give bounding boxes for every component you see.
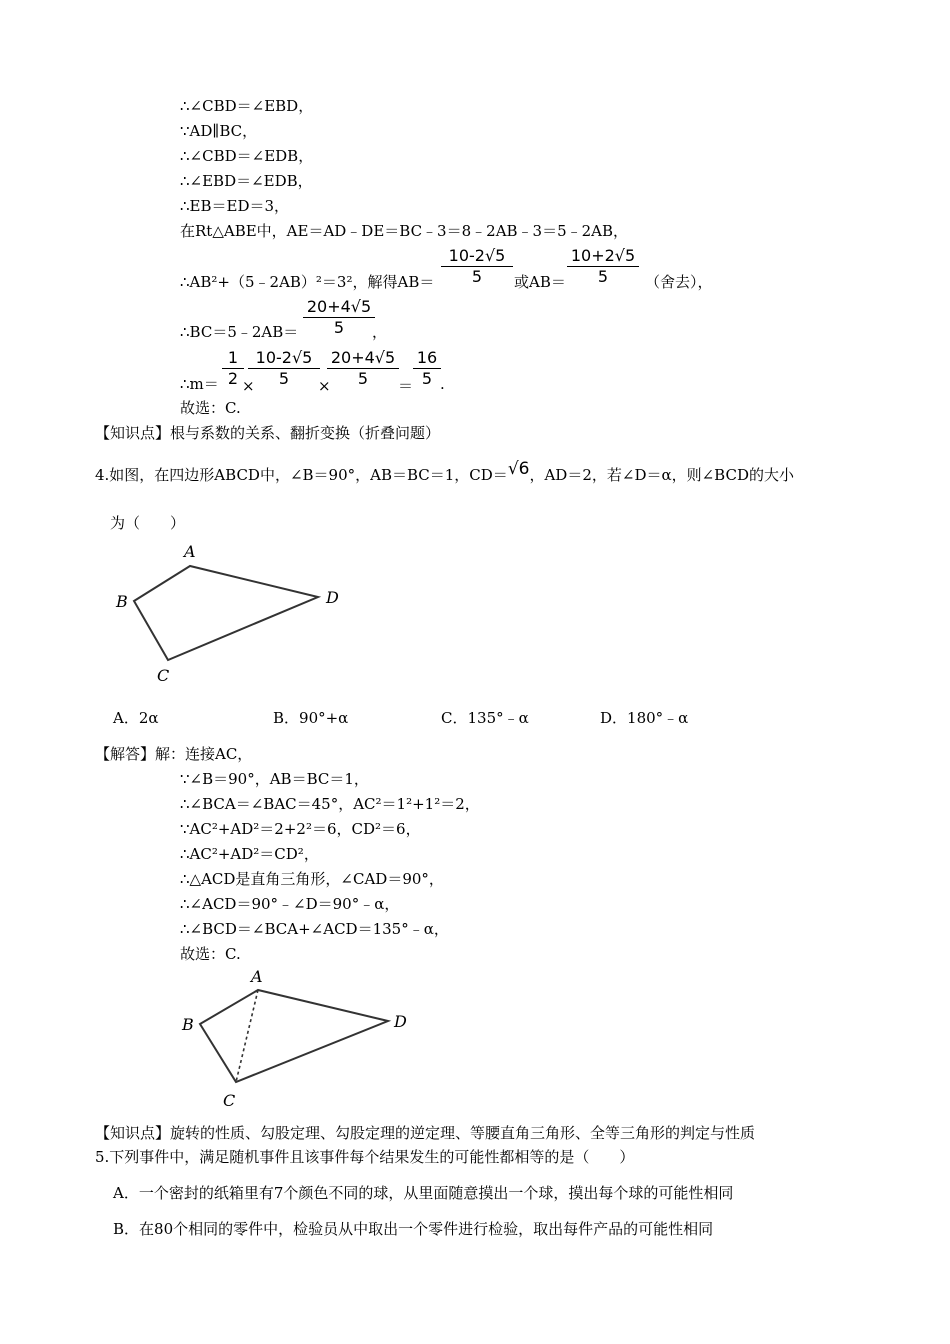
proof-line-7-b: 或AB＝ bbox=[514, 273, 566, 291]
label-b: B bbox=[116, 592, 128, 611]
fraction-numerator: 16 bbox=[413, 348, 441, 369]
fraction-numerator: 1 bbox=[222, 348, 244, 369]
fraction-denominator: 5 bbox=[471, 267, 483, 286]
quadrilateral-abcd-2 bbox=[200, 990, 388, 1082]
question-5-option-b: B．在80个相同的零件中，检验员从中取出一个零件进行检验，取出每件产品的可能性相同 bbox=[113, 1220, 714, 1238]
label-a: A bbox=[184, 542, 196, 561]
fraction-denominator: 5 bbox=[278, 369, 290, 388]
proof-line-2: ∵AD∥BC， bbox=[180, 122, 258, 140]
option-c: C．135°﹣α bbox=[441, 709, 529, 727]
question-5-option-a: A．一个密封的纸箱里有7个颜色不同的球，从里面随意摸出一个球，摸出每个球的可能性相同 bbox=[113, 1184, 734, 1202]
proof-line-3: ∴∠CBD＝∠EDB， bbox=[180, 147, 314, 165]
fraction-denominator: 5 bbox=[333, 318, 345, 337]
fraction-numerator: 10-2√5 bbox=[441, 246, 513, 267]
equals-sign: ＝ bbox=[398, 377, 414, 395]
diagonal-ac bbox=[236, 990, 258, 1082]
fraction-numerator: 20+4√5 bbox=[303, 297, 375, 318]
proof-line-9-a: ∴m＝ bbox=[180, 375, 219, 393]
fraction-numerator: 10-2√5 bbox=[248, 348, 320, 369]
label-b: B bbox=[182, 1015, 194, 1034]
answer-step: ∴△ACD是直角三角形，∠CAD＝90°， bbox=[180, 870, 444, 888]
sqrt6: √6 bbox=[507, 459, 530, 479]
label-d: D bbox=[326, 588, 339, 607]
proof-line-6: 在Rt△ABE中，AE＝AD﹣DE＝BC﹣3＝8﹣2AB﹣3＝5﹣2AB， bbox=[180, 222, 629, 240]
answer-step: ∴∠BCA＝∠BAC＝45°，AC²＝1²+1²＝2， bbox=[180, 795, 480, 813]
proof-line-7-a: ∴AB²+（5﹣2AB）²＝3²，解得AB＝ bbox=[180, 273, 435, 291]
period: . bbox=[440, 375, 445, 393]
answer-step: ∵AC²+AD²＝2+2²＝6，CD²＝6， bbox=[180, 820, 421, 838]
knowledge-point-3: 【知识点】根与系数的关系、翻折变换（折叠问题） bbox=[95, 424, 441, 442]
stem-part-b: ，AD＝2，若∠D＝α，则∠BCD的大小 bbox=[529, 466, 794, 484]
fraction-denominator: 5 bbox=[421, 369, 433, 388]
answer-step: ∴AC²+AD²＝CD²， bbox=[180, 845, 319, 863]
label-c: C bbox=[223, 1091, 236, 1110]
fraction-denominator: 5 bbox=[357, 369, 369, 388]
proof-line-1: ∴∠CBD＝∠EBD， bbox=[180, 97, 314, 115]
fraction-numerator: 20+4√5 bbox=[327, 348, 399, 369]
option-a: A．2α bbox=[113, 709, 159, 727]
answer-step: ∵∠B＝90°，AB＝BC＝1， bbox=[180, 770, 369, 788]
fraction-denominator: 2 bbox=[227, 369, 239, 388]
proof-line-8-b: ， bbox=[372, 323, 388, 341]
stem-part-a: 4.如图，在四边形ABCD中，∠B＝90°，AB＝BC＝1，CD＝ bbox=[95, 466, 508, 484]
answer-step: ∴∠BCD＝∠BCA+∠ACD＝135°﹣α， bbox=[180, 920, 449, 938]
times-sign: × bbox=[242, 377, 255, 395]
label-c: C bbox=[157, 666, 170, 685]
proof-line-7-c: （舍去）， bbox=[645, 273, 713, 291]
option-d: D．180°﹣α bbox=[600, 709, 689, 727]
answer-step: ∴∠ACD＝90°﹣∠D＝90°﹣α， bbox=[180, 895, 400, 913]
label-d: D bbox=[394, 1012, 407, 1031]
answer-title: 【解答】解：连接AC， bbox=[95, 745, 253, 763]
answer-choice: 故选：C. bbox=[180, 399, 241, 417]
knowledge-point-4: 【知识点】旋转的性质、勾股定理、勾股定理的逆定理、等腰直角三角形、全等三角形的判定与性质 bbox=[95, 1124, 756, 1142]
fraction-numerator: 10+2√5 bbox=[567, 246, 639, 267]
option-b: B．90°+α bbox=[273, 709, 349, 727]
proof-line-8-a: ∴BC＝5﹣2AB＝ bbox=[180, 323, 299, 341]
question-4-stem-end: 为（ ） bbox=[110, 514, 186, 532]
question-5-stem: 5.下列事件中，满足随机事件且该事件每个结果发生的可能性都相等的是（ ） bbox=[95, 1148, 635, 1166]
times-sign: × bbox=[318, 377, 331, 395]
answer-step: 故选：C. bbox=[180, 945, 241, 963]
label-a: A bbox=[251, 967, 263, 986]
proof-line-4: ∴∠EBD＝∠EDB， bbox=[180, 172, 313, 190]
fraction-denominator: 5 bbox=[597, 267, 609, 286]
proof-line-5: ∴EB＝ED＝3， bbox=[180, 197, 290, 215]
